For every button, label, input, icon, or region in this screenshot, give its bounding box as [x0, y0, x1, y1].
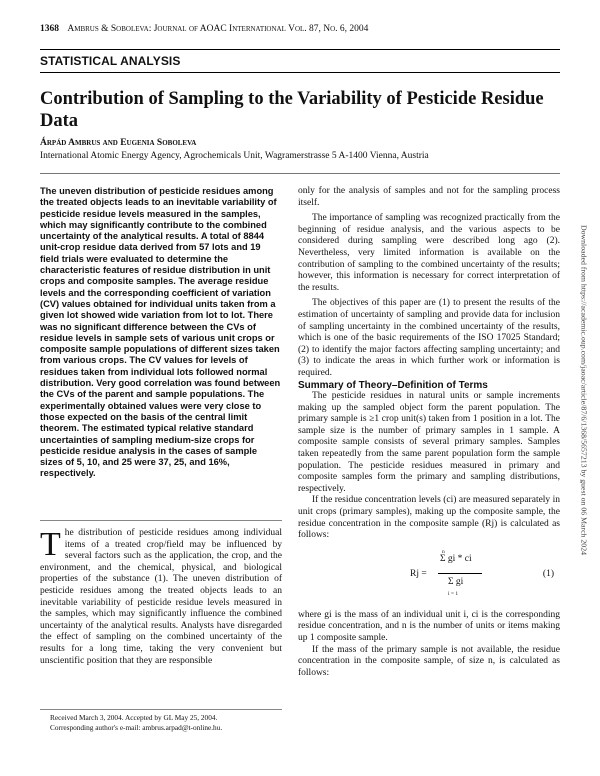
paragraph-6: where gi is the mass of an individual unit i, ci is the corresponding residue concentration, and n is the number of units or items making up 1 composite sample.: [298, 609, 560, 643]
affiliation: International Atomic Energy Agency, Agrochemicals Unit, Wagramerstrasse 5 A-1400 Vienna, Austria: [40, 151, 429, 161]
paragraph-3: The objectives of this paper are (1) to present the results of the estimation of uncertainty of sampling and provide data for inclusion of sampling uncertainty in the combined uncertainty of the results, which is one of the basic requirements of the ISO 17025 Standard; (2) to identify the major factors affecting sampling uncertainty; and (3) to indicate the areas in which further work or information is required.: [298, 298, 560, 378]
left-column: [40, 186, 282, 732]
drop-cap: T: [40, 526, 61, 563]
equation-lhs: Rj =: [410, 568, 427, 579]
download-note: Downloaded from https://academic.oup.com/jaoac/article/87/6/1368/5657213 by guest on 06 March 2024: [579, 225, 589, 555]
download-watermark: [578, 180, 590, 600]
running-title: Ambrus & Soboleva: Journal of AOAC International Vol. 87, No. 6, 2004: [67, 24, 369, 34]
intro-text: he distribution of pesticide residues among individual items of a treated crop/field may be influenced by several factors such as the application, the crop, and the environment, and the chemical, physical, and biological properties of the substance (1). The uneven distribution of pesticide residues among the treated objects leads to an inevitable variability of pesticide residue levels measured in the samples, which may significantly influence the combined uncertainty of the analytical results. Analysts have disregarded the effect of sampling on the combined uncertainty of the results for a long time, taking the very convenient but unscientific position that they are responsible: [40, 528, 282, 666]
header-divider: [40, 173, 560, 174]
authors: Árpád Ambrus and Eugenia Soboleva: [40, 138, 197, 148]
paragraph-5: If the residue concentration levels (ci) are measured separately in unit crops (primary samples), making up the composite sample, the residue concentration in the composite sample (Rj) is calculated as follows:: [298, 495, 560, 541]
equation-number: (1): [542, 568, 554, 579]
right-column: [298, 186, 560, 679]
equation-denominator: [448, 576, 464, 597]
paragraph-4: The pesticide residues in natural units or sample increments making up the sampled object form the parent population. The primary sample is ≥1 crop unit(s) taken from 1 position in a lot. The sample size is the number of primary samples in 1 sample. A composite sample consists of several primary samples. Samples taken repeatedly from the same parent population form the sample population. The pesticide residues measured in primary and composite samples form the primary and sampling distributions, respectively.: [298, 391, 560, 494]
paragraph-7: If the mass of the primary sample is not available, the residue concentration in the composite sample, of size n, is calculated as follows:: [298, 644, 560, 678]
running-head: [40, 24, 368, 34]
section-bar: [40, 49, 560, 73]
received-note: Received March 3, 2004. Accepted by GL May 25, 2004.: [50, 713, 218, 722]
paragraph-2: The importance of sampling was recognized practically from the beginning of residue analysis, and the various aspects to be considered during sampling were described long ago (2). Nevertheless, very limited information is available on the contribution of sampling to the combined uncertainty of the results; however, this information is necessary for correct interpretation of the results.: [298, 213, 560, 293]
email-note: Corresponding author's e-mail: ambrus.arpad@t-online.hu.: [50, 722, 223, 732]
limit-bottom: i = 1: [448, 590, 459, 597]
equation-numerator: [440, 548, 472, 566]
introduction: [40, 528, 282, 667]
limit-top: n: [442, 548, 445, 555]
section-label: STATISTICAL ANALYSIS: [40, 54, 181, 68]
footnote-divider: [40, 709, 282, 710]
equation-1: [298, 548, 560, 602]
numerator-text: Σ gi * ci: [440, 553, 472, 564]
fraction-bar: [438, 573, 482, 574]
denominator-text: Σ gi: [448, 576, 464, 587]
abstract: The uneven distribution of pesticide residues among the treated objects leads to an inevitable variability of pesticide residue levels measured in the samples, which may significantly contribute to the combined uncertainty of the analytical results. A total of 8844 unit-crop residue data derived from 57 lots and 19 field trials were evaluated to determine the characteristic features of residue distribution in unit crops and composite samples. The average residue levels and the corresponding coefficient of variation (CV) values obtained for individual units taken from a given lot showed wide variation from lot to lot. There was no significant difference between the CVs of residue levels in sample sets of various unit crops or composite sample populations of different sizes taken from various crops. The CV values for levels of residues taken from individual lots followed normal distribution. Very good correlation was found between the CVs of the parent and sample populations. The experimentally obtained values were very close to those expected on the basis of the central limit theorem. The estimated typical relative standard uncertainties of sampling medium-size crops for pesticide residue analysis in the cases of sample sizes of 5, 10, and 25 were 37, 25, and 16%, respectively.: [40, 186, 281, 479]
footnotes: [40, 713, 282, 732]
paragraph-1: only for the analysis of samples and not for the sampling process itself.: [298, 186, 560, 208]
abstract-divider: [40, 520, 282, 521]
article-title: Contribution of Sampling to the Variability of Pesticide Residue Data: [40, 89, 544, 131]
section-heading: Summary of Theory–Definition of Terms: [298, 379, 488, 391]
page-number: 1368: [40, 24, 59, 34]
